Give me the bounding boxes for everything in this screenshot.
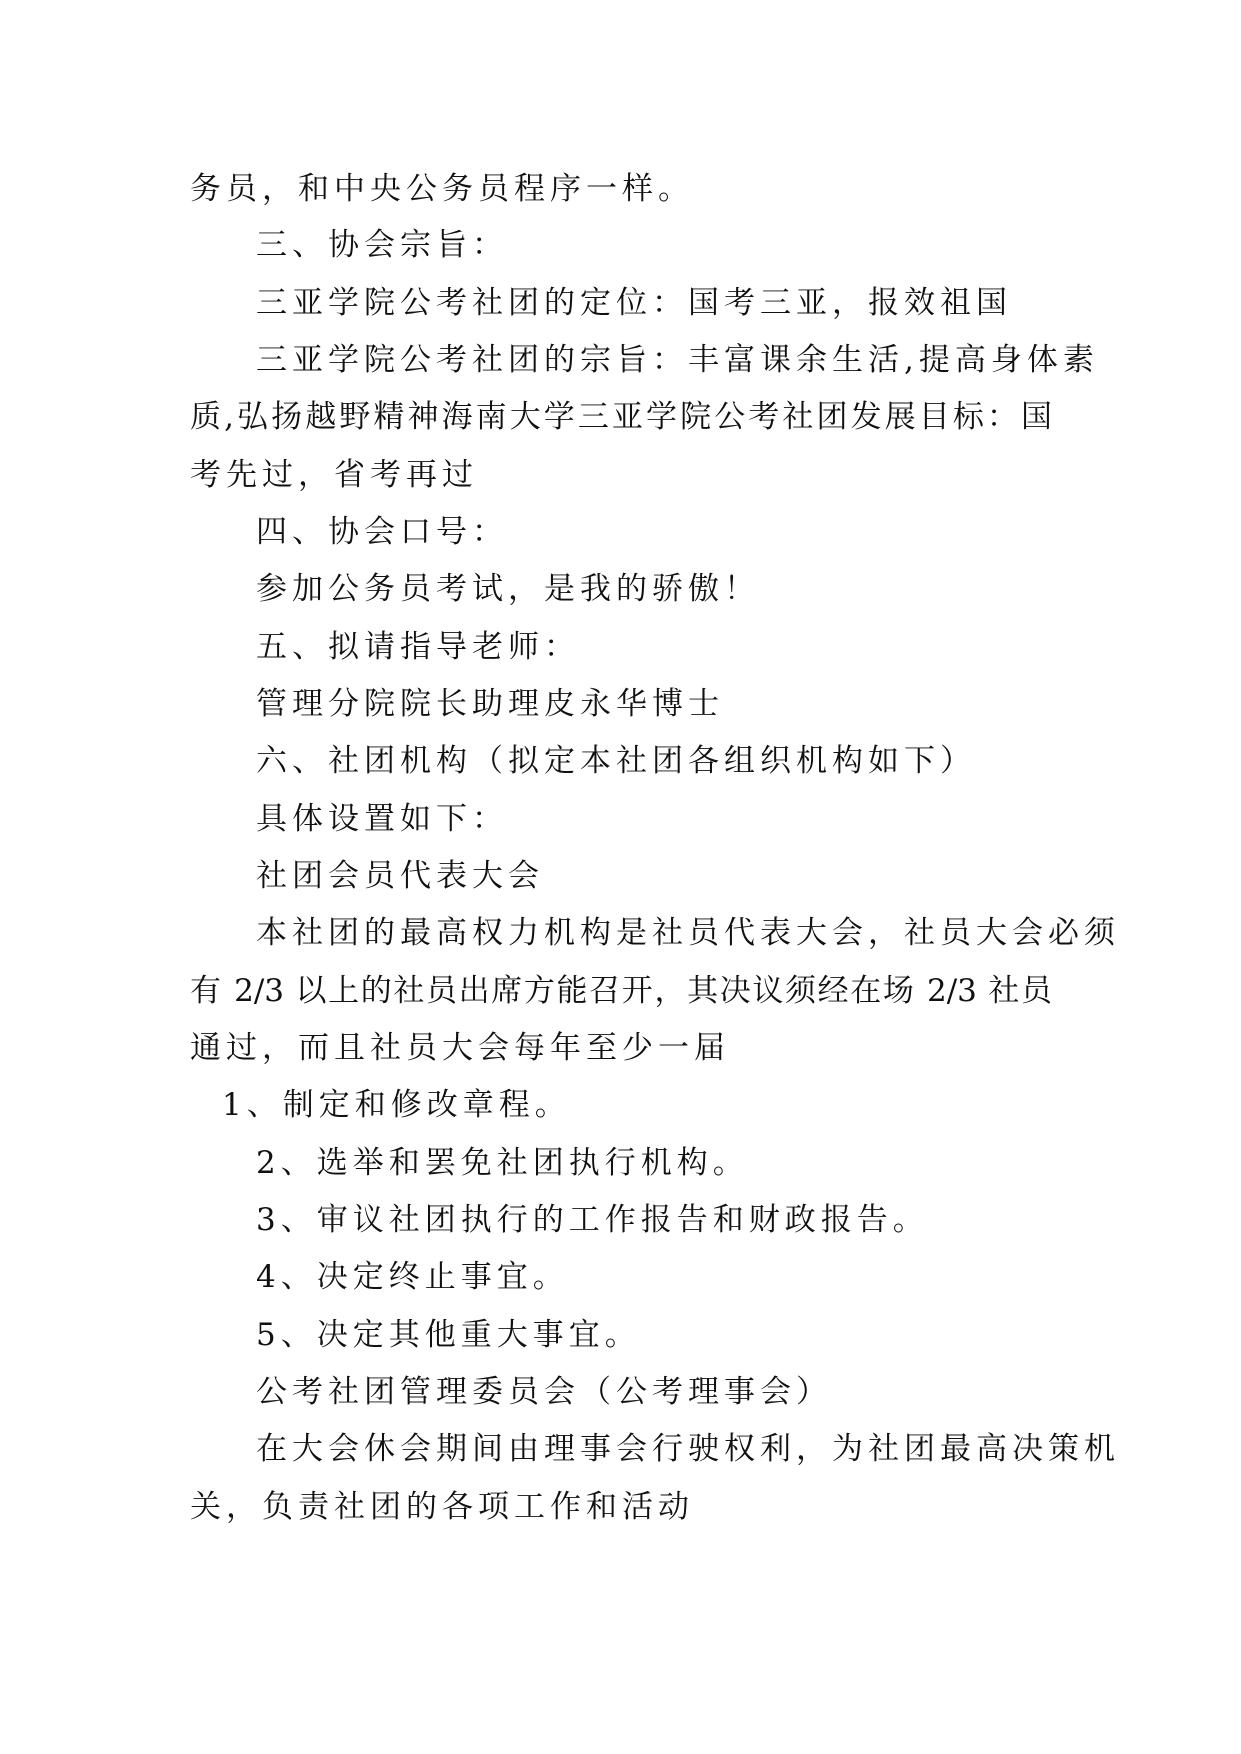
section-heading: 四、协会口号： (256, 514, 508, 550)
paragraph-line: 公考社团管理委员会（公考理事会） (256, 1374, 832, 1410)
paragraph-line: 关，负责社团的各项工作和活动 (190, 1489, 694, 1525)
section-heading: 五、拟请指导老师： (256, 629, 580, 665)
paragraph-line: 有 2/3 以上的社员出席方能召开，其决议须经在场 2/3 社员 (190, 973, 1052, 1009)
paragraph-line: 质,弘扬越野精神海南大学三亚学院公考社团发展目标：国 (190, 399, 1052, 435)
paragraph-line: 在大会休会期间由理事会行驶权利，为社团最高决策机 (256, 1431, 1120, 1467)
paragraph-line: 三亚学院公考社团的定位：国考三亚，报效祖国 (256, 285, 1012, 321)
list-item: 5、决定其他重大事宜。 (256, 1317, 641, 1353)
list-item: 4、决定终止事宜。 (256, 1259, 569, 1295)
list-item: 2、选举和罢免社团执行机构。 (256, 1145, 749, 1181)
paragraph-line: 参加公务员考试，是我的骄傲！ (256, 571, 760, 607)
paragraph-line: 三亚学院公考社团的宗旨：丰富课余生活,提高身体素 (256, 342, 1099, 378)
paragraph-line: 务员，和中央公务员程序一样。 (190, 171, 694, 207)
section-heading: 三、协会宗旨： (256, 227, 508, 263)
paragraph-line: 社团会员代表大会 (256, 858, 544, 894)
paragraph-line: 本社团的最高权力机构是社员代表大会，社员大会必须 (256, 915, 1120, 951)
list-item: 3、审议社团执行的工作报告和财政报告。 (256, 1202, 929, 1238)
paragraph-line: 具体设置如下： (256, 801, 508, 837)
list-item: 1、制定和修改章程。 (222, 1087, 571, 1123)
paragraph-line: 管理分院院长助理皮永华博士 (256, 686, 724, 722)
paragraph-line: 通过，而且社员大会每年至少一届 (190, 1030, 730, 1066)
section-heading: 六、社团机构（拟定本社团各组织机构如下） (256, 743, 976, 779)
paragraph-line: 考先过，省考再过 (190, 457, 478, 493)
